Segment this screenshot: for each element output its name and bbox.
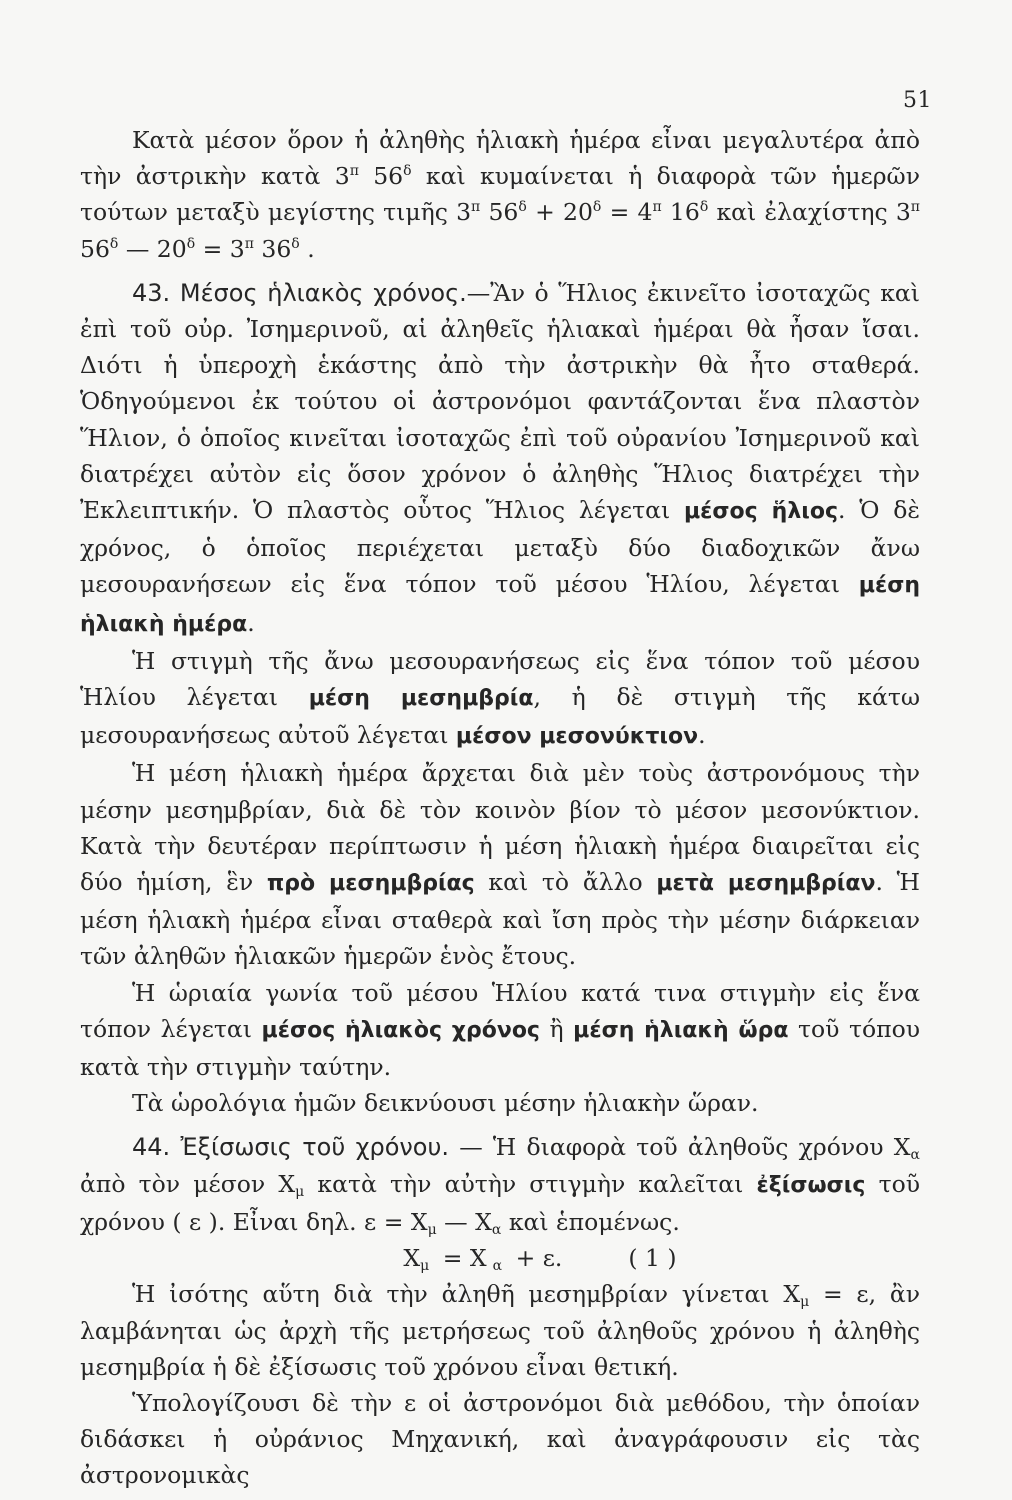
term-mean-solar-time: μέσος ἡλιακὸς χρόνος (261, 1017, 540, 1043)
paragraph-mean-noon: Ἡ στιγμὴ τῆς ἄνω μεσουρανήσεως εἰς ἕνα τόπον τοῦ μέσου Ἡλίου λέγεται μέση μεσημβρία, ἡ δὲ στιγμὴ τῆς κάτω μεσουρανήσεως αὐτοῦ λέγεται μέσον μεσονύκτιον. (80, 646, 920, 750)
paragraph-equality: Ἡ ἰσότης αὕτη διὰ τὴν ἀληθῆ μεσημβρίαν γίνεται $X_\mu = \varepsilon$, ἂν λαμβάνηται ὡς ἀρχὴ τῆς μετρήσεως τοῦ ἀληθοῦς χρόνου ἡ ἀληθὴς μεσημβρία ἡ δὲ ἐξίσωσις τοῦ χρόνου εἶναι θετική. (80, 1280, 920, 1381)
paragraph-computation: Ὑπολογίζουσι δὲ τὴν ε οἱ ἀστρονόμοι διὰ μεθόδου, τὴν ὁποίαν διδάσκει ἡ οὐράνιος Μηχανική, καὶ ἀναγράφουσιν εἰς τὰς ἀστρονομικὰς (80, 1388, 920, 1490)
paragraph-hour-angle: Ἡ ὡριαία γωνία τοῦ μέσου Ἡλίου κατά τινα στιγμὴν εἰς ἕνα τόπον λέγεται μέσος ἡλιακὸς χρόνος ἢ μέση ἡλιακὴ ὥρα τοῦ τόπου κατὰ τὴν στιγμὴν ταύτην. (80, 978, 921, 1082)
paragraph-day-start: Ἡ μέση ἡλιακὴ ἡμέρα ἄρχεται διὰ μὲν τοὺς ἀστρονόμους τὴν μέσην μεσημβρίαν, διὰ δὲ τὸν κοινὸν βίον τὸ μέσον μεσονύκτιον. Κατὰ τὴν δευτέραν περίπτωσιν ἡ μέση ἡλιακὴ ἡμέρα διαιρεῖται εἰς δύο ἡμίση, ἓν πρὸ μεσημβρίας καὶ τὸ ἄλλο μετὰ μεσημβρίαν. Ἡ μέση ἡλιακὴ ἡμέρα εἶναι σταθερὰ καὶ ἴση πρὸς τὴν μέσην διάρκειαν τῶν ἀληθῶν ἡλιακῶν ἡμερῶν ἑνὸς ἔτους. (80, 759, 920, 971)
term-mean-noon: μέση μεσημβρία (308, 686, 534, 712)
section-43-mean-solar-time: 43. Μέσος ἡλιακὸς χρόνος.—Ἂν ὁ Ἥλιος ἐκινεῖτο ἰσοταχῶς καὶ ἐπὶ τοῦ οὐρ. Ἰσημερινοῦ, αἱ ἀληθεῖς ἡλιακαὶ ἡμέραι θὰ ἦσαν ἴσαι. Διότι ἡ ὑπεροχὴ ἑκάστης ἀπὸ τὴν ἀστρικὴν θὰ ἦτο σταθερά. Ὁδηγούμενοι ἐκ τούτου οἱ ἀστρονόμοι φαντάζονται ἕνα πλαστὸν Ἥλιον, ὁ ὁποῖος κινεῖται ἰσοταχῶς ἐπὶ τοῦ οὐρανίου Ἰσημερινοῦ καὶ διατρέχει αὐτὸν εἰς ὅσον χρόνον ὁ ἀληθὴς Ἥλιος διατρέχει τὴν Ἐκλειπτικήν. Ὁ πλαστὸς οὗτος Ἥλιος λέγεται μέσος ἥλιος. Ὁ δὲ χρόνος, ὁ ὁποῖος περιέχεται μεταξὺ δύο διαδοχικῶν ἄνω μεσουρανήσεων εἰς ἕνα τόπον τοῦ μέσου Ἡλίου, λέγεται μέση ἡλιακὴ ἡμέρα. (80, 278, 920, 637)
term-equation-of-time: ἐξίσωσις (756, 1172, 866, 1198)
formula-equation-1: $X_\mu = X$ $_\alpha$ + ε. ( 1 ) (403, 1244, 677, 1275)
term-mean-solar-hour: μέση ἡλιακὴ ὥρα (573, 1017, 789, 1043)
paragraph-solar-day-difference: Κατὰ μέσον ὅρον ἡ ἀληθὴς ἡλιακὴ ἡμέρα εἶναι μεγαλυτέρα ἀπὸ τὴν ἀστρικὴν κατὰ $3^\pi$ $56^\delta$ καὶ κυμαίνεται ἡ διαφορὰ τῶν ἡμερῶν τούτων μεταξὺ μεγίστης τιμῆς $3^\pi$ $56^\delta + 20^\delta = 4^\pi$ $16^\delta$ καὶ ἐλαχίστης $3^\pi$ $56^\delta$ — $20^\delta = 3^\pi$ $36^\delta$ . (80, 126, 920, 263)
formula-number: ( 1 ) (628, 1244, 677, 1273)
section-44-equation-of-time: 44. Ἐξίσωσις τοῦ χρόνου. — Ἡ διαφορὰ τοῦ ἀληθοῦς χρόνου $X_\alpha$ ἀπὸ τὸν μέσον $X_\mu$ κατὰ τὴν αὐτὴν στιγμὴν καλεῖται ἐξίσωσις τοῦ χρόνου ( ε ). Εἶναι δηλ. $\varepsilon = X_\mu$ — $X_\alpha$ καὶ ἑπομένως. (80, 1133, 920, 1238)
term-mean-solar-day: μέση ἡλιακὴ ἡμέρα (80, 573, 920, 637)
term-ante-meridiem: πρὸ μεσημβρίας (266, 871, 475, 897)
term-post-meridiem: μετὰ μεσημβρίαν (656, 871, 876, 897)
term-mean-midnight: μέσον μεσονύκτιον (455, 724, 699, 750)
section-heading: 44. Ἐξίσωσις τοῦ χρόνου. (132, 1133, 449, 1162)
page-number: 51 (903, 88, 932, 113)
term-mean-sun: μέσος ἥλιος (683, 499, 838, 525)
section-heading: 43. Μέσος ἡλιακὸς χρόνος. (132, 278, 467, 307)
page-body (80, 122, 920, 1494)
paragraph-clocks: Τὰ ὡρολόγια ἡμῶν δεικνύουσι μέσην ἡλιακὴν ὥραν. (132, 1089, 759, 1118)
